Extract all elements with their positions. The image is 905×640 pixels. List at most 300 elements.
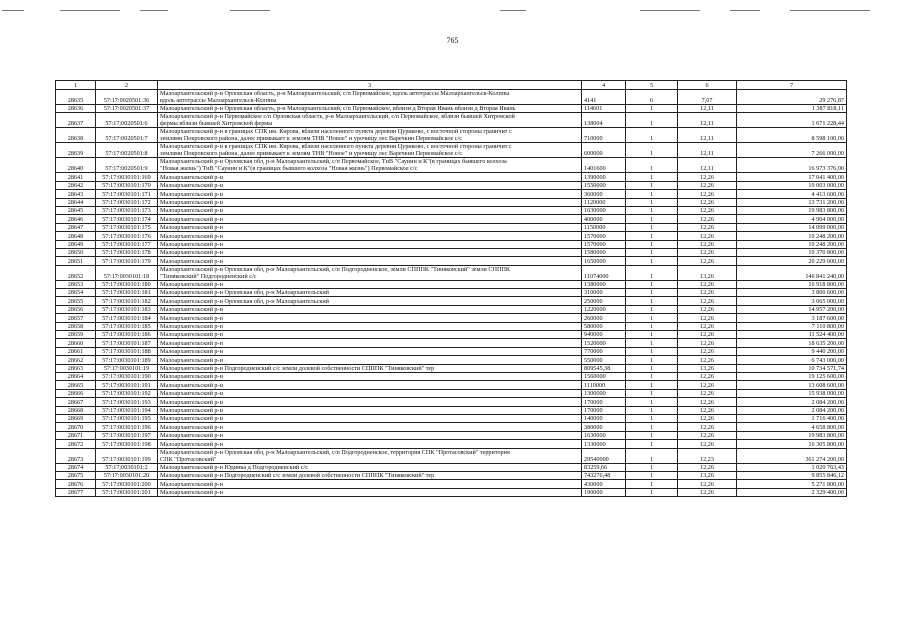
column-5-cell: 1 <box>626 240 678 248</box>
cadastral-value-cell: 1 387 818,11 <box>737 105 847 113</box>
table-row <box>56 314 847 322</box>
cadastral-number-cell: 57:17:0030101:185 <box>96 322 158 330</box>
table-row <box>56 158 847 173</box>
cadastral-value-cell: 16 918 800,00 <box>737 280 847 288</box>
row-number-cell: 28672 <box>56 440 96 448</box>
location-description-cell <box>158 356 582 364</box>
location-description-cell <box>158 158 582 173</box>
location-description-cell <box>158 448 582 463</box>
column-5-cell: 1 <box>626 440 678 448</box>
description-line: Малоархангельский р-н <box>160 182 223 190</box>
table-row <box>56 143 847 158</box>
column-6-cell: 12,26 <box>678 215 737 223</box>
location-description-cell <box>158 181 582 189</box>
area-cell: 1120000 <box>582 198 626 206</box>
location-description-cell <box>158 223 582 231</box>
row-number-cell: 28676 <box>56 480 96 488</box>
description-line: Малоархангельский р-н <box>160 249 223 257</box>
column-6-cell: 7,07 <box>678 90 737 105</box>
column-5-cell: 1 <box>626 356 678 364</box>
column-6-cell: 12,26 <box>678 198 737 206</box>
cadastral-number-cell: 57:17:0030101:195 <box>96 414 158 422</box>
column-5-cell: 1 <box>626 448 678 463</box>
cadastral-value-cell: 3 065 000,00 <box>737 297 847 305</box>
description-line: "Новая жизнь") ТнВ "Саунин и К"(в границах бывшего колхоза "Новая жизнь") Первомайское с/с <box>160 165 418 173</box>
cadastral-value-cell: 2 084 200,00 <box>737 398 847 406</box>
cadastral-number-cell: 57:17:0030101:198 <box>96 440 158 448</box>
location-description-cell <box>158 232 582 240</box>
column-5-cell: 1 <box>626 181 678 189</box>
column-6-cell: 12,26 <box>678 480 737 488</box>
cadastral-number-cell: 57:17:0030101:190 <box>96 372 158 380</box>
column-5-cell: 1 <box>626 280 678 288</box>
description-line: Малоархангельский р-н Орловская обл, р-н Малоархангельский, с/п Первомайское, ТнВ "Саунин и К"(в границах бывшего колхоза <box>160 158 507 166</box>
column-6-cell: 12,26 <box>678 356 737 364</box>
column-6-cell: 13,26 <box>678 364 737 372</box>
column-6-cell: 12,26 <box>678 372 737 380</box>
column-5-cell: 1 <box>626 372 678 380</box>
table-row <box>56 440 847 448</box>
cadastral-number-cell: 57:17:0020501:9 <box>96 158 158 173</box>
area-cell: 170000 <box>582 398 626 406</box>
scan-top-edge <box>0 0 905 22</box>
cadastral-number-cell: 57:17:0030101:191 <box>96 381 158 389</box>
cadastral-value-cell: 13 731 200,00 <box>737 198 847 206</box>
description-line: землями Покровского района, далее примыкает к землям ТНВ "Новое" и урочищу лес Варечкин Первомайское с/с <box>160 135 463 143</box>
description-line: Малоархангельский р-н <box>160 480 223 488</box>
column-6-cell: 12,11 <box>678 113 737 128</box>
cadastral-number-cell: 57:17:0030101:18 <box>96 265 158 280</box>
description-line: СПК "Протасовский" <box>160 455 217 463</box>
cadastral-value-cell: 7 266 000,00 <box>737 143 847 158</box>
cadastral-number-cell: 57:17:0030101:194 <box>96 406 158 414</box>
description-line: Малоархангельский р-н <box>160 390 223 398</box>
column-6-cell: 12,26 <box>678 223 737 231</box>
column-5-cell: 1 <box>626 223 678 231</box>
row-number-cell: 28648 <box>56 232 96 240</box>
column-5-cell: 1 <box>626 248 678 256</box>
row-number-cell: 28645 <box>56 206 96 214</box>
column-6-cell: 12,26 <box>678 289 737 297</box>
row-number-cell: 28671 <box>56 431 96 439</box>
location-description-cell <box>158 423 582 431</box>
table-row <box>56 448 847 463</box>
location-description-cell <box>158 248 582 256</box>
location-description-cell <box>158 347 582 355</box>
column-6-cell: 12,26 <box>678 206 737 214</box>
cadastral-value-cell: 8 598 100,00 <box>737 128 847 143</box>
column-number-header <box>56 81 847 90</box>
column-6-cell: 12,23 <box>678 448 737 463</box>
description-line: Малоархангельский р-н <box>160 398 223 406</box>
cadastral-number-cell: 57:17:0030101:196 <box>96 423 158 431</box>
cadastral-value-cell: 11 524 400,00 <box>737 331 847 339</box>
column-5-cell: 6 <box>626 90 678 105</box>
cadastral-value-cell: 2 329 400,00 <box>737 488 847 496</box>
cadastral-number-cell: 57:17:0030101:187 <box>96 339 158 347</box>
description-line: Малоархангельский р-н <box>160 314 223 322</box>
row-number-cell: 28654 <box>56 289 96 297</box>
table-row <box>56 173 847 181</box>
description-line: Малоархангельский р-н в границах СПК им. Кирова, вблизи населенного пункта деревни Цуриково, с восточной стороны граничит с <box>160 128 512 136</box>
location-description-cell <box>158 128 582 143</box>
column-5-cell: 1 <box>626 143 678 158</box>
column-6-cell: 12,26 <box>678 488 737 496</box>
row-number-cell: 28665 <box>56 381 96 389</box>
cadastral-number-cell: 57:17:0030101:189 <box>96 356 158 364</box>
column-5-cell: 1 <box>626 471 678 479</box>
row-number-cell: 28653 <box>56 280 96 288</box>
cadastral-number-cell: 57:17:0020501:37 <box>96 105 158 113</box>
row-number-cell: 28658 <box>56 322 96 330</box>
cadastral-value-cell: 3 187 600,00 <box>737 314 847 322</box>
table-row <box>56 297 847 305</box>
area-cell: 1150000 <box>582 223 626 231</box>
location-description-cell <box>158 289 582 297</box>
cadastral-number-cell: 57:17:0030101:182 <box>96 297 158 305</box>
cadastral-value-cell: 19 983 800,00 <box>737 206 847 214</box>
location-description-cell <box>158 280 582 288</box>
area-cell: 1650000 <box>582 257 626 265</box>
location-description-cell <box>158 372 582 380</box>
row-number-cell: 28640 <box>56 158 96 173</box>
row-number-cell: 28677 <box>56 488 96 496</box>
cadastral-value-cell: 5 271 800,00 <box>737 480 847 488</box>
column-5-cell: 1 <box>626 297 678 305</box>
description-line: Малоархангельский р-н <box>160 224 223 232</box>
description-line: "Тиняковский" Подгородненский с/с <box>160 272 257 280</box>
table-row <box>56 257 847 265</box>
column-6-cell: 12,26 <box>678 381 737 389</box>
col-header-1: 1 <box>56 81 96 90</box>
area-cell: 360000 <box>582 190 626 198</box>
row-number-cell: 28649 <box>56 240 96 248</box>
location-description-cell <box>158 339 582 347</box>
table-row <box>56 414 847 422</box>
table-row <box>56 128 847 143</box>
location-description-cell <box>158 431 582 439</box>
row-number-cell: 28637 <box>56 113 96 128</box>
location-description-cell <box>158 480 582 488</box>
column-6-cell: 12,26 <box>678 331 737 339</box>
row-number-cell: 28675 <box>56 471 96 479</box>
area-cell: 83259,66 <box>582 463 626 471</box>
column-5-cell: 1 <box>626 128 678 143</box>
location-description-cell <box>158 198 582 206</box>
location-description-cell <box>158 257 582 265</box>
area-cell: 1110000 <box>582 381 626 389</box>
cadastral-value-cell: 18 635 200,00 <box>737 339 847 347</box>
description-line: Малоархангельский р-н <box>160 489 223 497</box>
column-5-cell: 1 <box>626 173 678 181</box>
row-number-cell: 28662 <box>56 356 96 364</box>
location-description-cell <box>158 206 582 214</box>
cadastral-number-cell: 57:17:0020501:6 <box>96 113 158 128</box>
cadastral-number-cell: 57:17:0030101:172 <box>96 198 158 206</box>
column-5-cell: 1 <box>626 347 678 355</box>
description-line: Малоархангельский р-н <box>160 381 223 389</box>
area-cell: 138004 <box>582 113 626 128</box>
area-cell: 550000 <box>582 356 626 364</box>
area-cell: 1630000 <box>582 431 626 439</box>
table-row <box>56 364 847 372</box>
column-5-cell: 1 <box>626 331 678 339</box>
location-description-cell <box>158 331 582 339</box>
column-5-cell: 1 <box>626 265 678 280</box>
description-line: Малоархангельский р-н <box>160 331 223 339</box>
column-5-cell: 1 <box>626 105 678 113</box>
col-header-3: 3 <box>158 81 582 90</box>
table-row <box>56 240 847 248</box>
row-number-cell: 28644 <box>56 198 96 206</box>
column-6-cell: 12,26 <box>678 248 737 256</box>
column-6-cell: 12,26 <box>678 314 737 322</box>
location-description-cell <box>158 381 582 389</box>
location-description-cell <box>158 305 582 313</box>
row-number-cell: 28673 <box>56 448 96 463</box>
table-row <box>56 463 847 471</box>
row-number-cell: 28663 <box>56 364 96 372</box>
column-5-cell: 1 <box>626 314 678 322</box>
cadastral-value-cell: 4 904 000,00 <box>737 215 847 223</box>
cadastral-value-cell: 4 658 800,00 <box>737 423 847 431</box>
column-6-cell: 12,26 <box>678 414 737 422</box>
column-6-cell: 12,26 <box>678 463 737 471</box>
area-cell: 1580000 <box>582 248 626 256</box>
area-cell: 170000 <box>582 406 626 414</box>
row-number-cell: 28657 <box>56 314 96 322</box>
table-row <box>56 356 847 364</box>
cadastral-number-cell: 57:17:0030101:169 <box>96 173 158 181</box>
area-cell: 1380000 <box>582 280 626 288</box>
column-6-cell: 12,26 <box>678 347 737 355</box>
table-row <box>56 265 847 280</box>
column-5-cell: 1 <box>626 398 678 406</box>
cadastral-number-cell: 57:17:0030101:183 <box>96 305 158 313</box>
column-5-cell: 1 <box>626 488 678 496</box>
location-description-cell <box>158 389 582 397</box>
column-6-cell: 12,26 <box>678 173 737 181</box>
area-cell: 11074000 <box>582 265 626 280</box>
area-cell: 380000 <box>582 423 626 431</box>
description-line: Малоархангельский р-н <box>160 190 223 198</box>
description-line: Малоархангельский р-н Орловская область, р-н Малоархангельский, с/п Первомайское, вдоль автотрассы Малоархангельск-Колпны <box>160 90 510 97</box>
column-6-cell: 12,26 <box>678 305 737 313</box>
cadastral-value-cell: 14 957 200,00 <box>737 305 847 313</box>
cadastral-number-cell: 57:17:0030101:175 <box>96 223 158 231</box>
row-number-cell: 28659 <box>56 331 96 339</box>
table-row <box>56 423 847 431</box>
area-cell: 250000 <box>582 297 626 305</box>
col-header-5: 5 <box>626 81 678 90</box>
row-number-cell: 28635 <box>56 90 96 105</box>
area-cell: 400000 <box>582 215 626 223</box>
description-line: Малоархангельский р-н Орловская обл, р-н Малоархангельский, с/п Подгородненское, территория СПК "Протасовский" территория <box>160 448 510 456</box>
location-description-cell <box>158 314 582 322</box>
description-line: Малоархангельский р-н Первомайское с/п Орловская область, р-н Малоархангельский, с/п Первомайское, вблизи бывшей Хитровской <box>160 113 515 121</box>
description-line: Малоархангельский р-н Юдинка д Подгородненский с/с <box>160 463 308 471</box>
location-description-cell <box>158 297 582 305</box>
table-row <box>56 331 847 339</box>
area-cell: 1401600 <box>582 158 626 173</box>
column-6-cell: 12,26 <box>678 181 737 189</box>
column-5-cell: 1 <box>626 406 678 414</box>
area-cell: 430000 <box>582 480 626 488</box>
area-cell: 743276,48 <box>582 471 626 479</box>
column-6-cell: 13,26 <box>678 265 737 280</box>
area-cell: 710000 <box>582 128 626 143</box>
cadastral-value-cell: 19 248 200,00 <box>737 232 847 240</box>
cadastral-number-cell: 57:17:0030101:170 <box>96 181 158 189</box>
cadastral-number-cell: 57:17:0030101:186 <box>96 331 158 339</box>
location-description-cell <box>158 463 582 471</box>
column-6-cell: 12,26 <box>678 398 737 406</box>
table-row <box>56 113 847 128</box>
column-5-cell: 1 <box>626 206 678 214</box>
description-line: землями Покровского района, далее примыкает к землям ТНВ "Новое" и урочищу лес Варечкин Первомайское с/с <box>160 150 463 158</box>
column-5-cell: 1 <box>626 463 678 471</box>
cadastral-number-cell: 57:17:0030101:192 <box>96 389 158 397</box>
area-cell: 310000 <box>582 289 626 297</box>
row-number-cell: 28668 <box>56 406 96 414</box>
table-row <box>56 105 847 113</box>
description-line: Малоархангельский р-н <box>160 356 223 364</box>
column-6-cell: 12,26 <box>678 339 737 347</box>
location-description-cell <box>158 414 582 422</box>
row-number-cell: 28667 <box>56 398 96 406</box>
col-header-4: 4 <box>582 81 626 90</box>
area-cell: 29540000 <box>582 448 626 463</box>
cadastral-value-cell: 19 983 800,00 <box>737 431 847 439</box>
description-line: Малоархангельский р-н <box>160 198 223 206</box>
column-6-cell: 12,26 <box>678 431 737 439</box>
table-row <box>56 372 847 380</box>
description-line: Малоархангельский р-н <box>160 215 223 223</box>
column-6-cell: 12,26 <box>678 280 737 288</box>
cadastral-value-cell: 16 973 376,00 <box>737 158 847 173</box>
cadastral-value-cell: 2 084 200,00 <box>737 406 847 414</box>
column-6-cell: 12,11 <box>678 158 737 173</box>
land-registry-table <box>55 80 847 497</box>
table-row <box>56 248 847 256</box>
cadastral-value-cell: 4 413 600,00 <box>737 190 847 198</box>
column-5-cell: 1 <box>626 257 678 265</box>
column-6-cell: 12,26 <box>678 257 737 265</box>
column-5-cell: 1 <box>626 322 678 330</box>
cadastral-value-cell: 19 370 800,00 <box>737 248 847 256</box>
cadastral-number-cell: 57:17:0030101:179 <box>96 257 158 265</box>
row-number-cell: 28669 <box>56 414 96 422</box>
table-row <box>56 223 847 231</box>
cadastral-value-cell: 14 099 000,00 <box>737 223 847 231</box>
column-6-cell: 12,26 <box>678 440 737 448</box>
cadastral-number-cell: 57:17:0030101:197 <box>96 431 158 439</box>
table-row <box>56 206 847 214</box>
description-line: Малоархангельский р-н <box>160 432 223 440</box>
cadastral-value-cell: 7 110 800,00 <box>737 322 847 330</box>
table-row <box>56 232 847 240</box>
cadastral-value-cell: 146 841 240,00 <box>737 265 847 280</box>
row-number-cell: 28638 <box>56 128 96 143</box>
cadastral-number-cell: 57:17:0030101:19 <box>96 364 158 372</box>
cadastral-number-cell: 57:17:0030101:20 <box>96 471 158 479</box>
column-5-cell: 1 <box>626 389 678 397</box>
description-line: Малоархангельский р-н <box>160 348 223 356</box>
location-description-cell <box>158 90 582 105</box>
row-number-cell: 28636 <box>56 105 96 113</box>
row-number-cell: 28642 <box>56 181 96 189</box>
cadastral-number-cell: 57:17:0030101:184 <box>96 314 158 322</box>
location-description-cell <box>158 440 582 448</box>
description-line: Малоархангельский р-н Подгородненский с/с земли долевой собственности СПППК "Тиняковский" тер <box>160 364 435 372</box>
location-description-cell <box>158 105 582 113</box>
table-row <box>56 289 847 297</box>
column-6-cell: 12,11 <box>678 128 737 143</box>
area-cell: 580000 <box>582 322 626 330</box>
cadastral-number-cell: 57:17:0030101:200 <box>96 480 158 488</box>
table-row <box>56 215 847 223</box>
table-row <box>56 488 847 496</box>
table-row <box>56 398 847 406</box>
column-5-cell: 1 <box>626 190 678 198</box>
row-number-cell: 28670 <box>56 423 96 431</box>
location-description-cell <box>158 364 582 372</box>
column-5-cell: 1 <box>626 232 678 240</box>
cadastral-value-cell: 9 440 200,00 <box>737 347 847 355</box>
row-number-cell: 28652 <box>56 265 96 280</box>
row-number-cell: 28650 <box>56 248 96 256</box>
description-line: Малоархангельский р-н в границах СПК им. Кирова, вблизи населенного пункта деревни Цуриково, с восточной стороны граничит с <box>160 143 512 151</box>
table-row <box>56 339 847 347</box>
cadastral-value-cell: 1 716 400,00 <box>737 414 847 422</box>
column-6-cell: 12,26 <box>678 240 737 248</box>
description-line: вдоль автотрассы Малоархангельск-Колпны <box>160 97 277 104</box>
cadastral-number-cell: 57:17:0020501:36 <box>96 90 158 105</box>
description-line: Малоархангельский р-н <box>160 240 223 248</box>
location-description-cell <box>158 215 582 223</box>
description-line: Малоархангельский р-н Орловская область, р-н Малоархангельский, с/п Первомайское, вблизи д Вторая Ивань вблизи д Вторая Ивань <box>160 105 516 113</box>
description-line: Малоархангельский р-н <box>160 423 223 431</box>
area-cell: 940000 <box>582 331 626 339</box>
location-description-cell <box>158 398 582 406</box>
cadastral-value-cell: 19 248 200,00 <box>737 240 847 248</box>
col-header-7: 7 <box>737 81 847 90</box>
cadastral-value-cell: 15 938 000,00 <box>737 389 847 397</box>
column-5-cell: 1 <box>626 305 678 313</box>
cadastral-number-cell: 57:17:0030101:2 <box>96 463 158 471</box>
cadastral-value-cell: 1 671 228,44 <box>737 113 847 128</box>
area-cell: 1550000 <box>582 181 626 189</box>
column-6-cell: 12,26 <box>678 322 737 330</box>
description-line: фермы вблизи бывшей Хитровской фермы <box>160 120 273 128</box>
cadastral-number-cell: 57:17:0030101:199 <box>96 448 158 463</box>
description-line: Малоархангельский р-н <box>160 257 223 265</box>
description-line: Малоархангельский р-н <box>160 339 223 347</box>
area-cell: 1570000 <box>582 240 626 248</box>
row-number-cell: 28674 <box>56 463 96 471</box>
cadastral-value-cell: 19 003 000,00 <box>737 181 847 189</box>
cadastral-value-cell: 29 276,87 <box>737 90 847 105</box>
cadastral-value-cell: 20 229 000,00 <box>737 257 847 265</box>
row-number-cell: 28664 <box>56 372 96 380</box>
location-description-cell <box>158 488 582 496</box>
area-cell: 190000 <box>582 488 626 496</box>
row-number-cell: 28641 <box>56 173 96 181</box>
area-cell: 1390000 <box>582 173 626 181</box>
column-6-cell: 12,11 <box>678 143 737 158</box>
row-number-cell: 28643 <box>56 190 96 198</box>
column-5-cell: 1 <box>626 289 678 297</box>
